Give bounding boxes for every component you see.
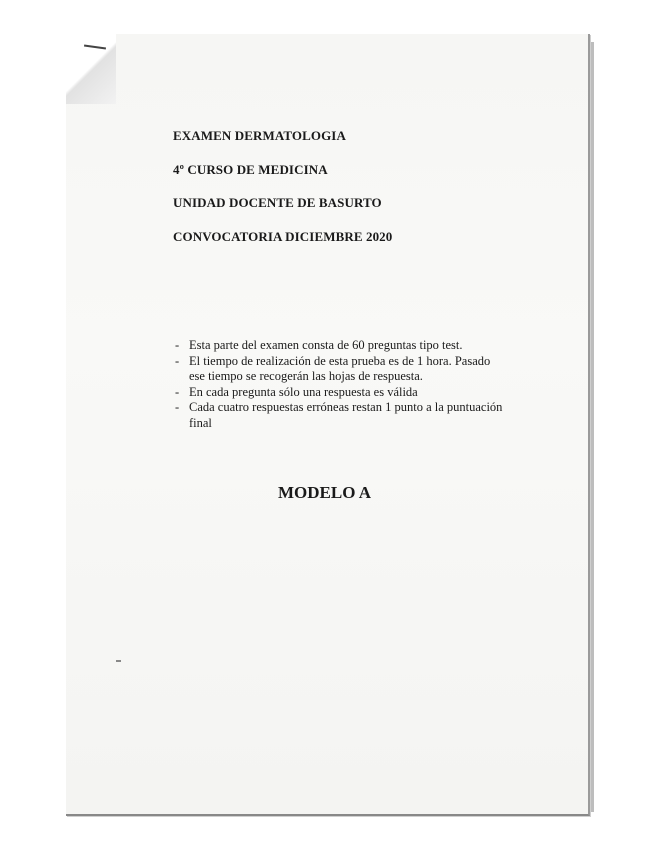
bullet-dash: - — [175, 384, 180, 399]
exam-cover-sheet — [66, 34, 590, 816]
exam-title: EXAMEN DERMATOLOGIA — [173, 128, 346, 143]
instruction-text: El tiempo de realización de esta prueba es de 1 hora. Pasado ese tiempo se recogerán las hojas de respuesta. — [189, 353, 491, 383]
session-label: CONVOCATORIA DICIEMBRE 2020 — [173, 229, 393, 244]
instruction-item — [175, 385, 505, 401]
bullet-dash: - — [175, 353, 180, 368]
bullet-dash: - — [175, 338, 180, 352]
instruction-item — [175, 400, 505, 431]
instruction-text: Cada cuatro respuestas erróneas restan 1 punto a la puntuación final — [189, 400, 503, 430]
unit-label: UNIDAD DOCENTE DE BASURTO — [173, 195, 382, 210]
instruction-text: Esta parte del examen consta de 60 preguntas tipo test. — [189, 338, 463, 352]
scan-speck — [116, 660, 121, 662]
exam-model-label: MODELO A — [278, 483, 372, 502]
instructions-list — [175, 338, 505, 431]
instruction-item — [175, 338, 505, 354]
bullet-dash: - — [175, 400, 180, 414]
instruction-item — [175, 354, 505, 385]
instruction-text: En cada pregunta sólo una respuesta es válida — [189, 384, 418, 399]
course-label: 4º CURSO DE MEDICINA — [173, 162, 328, 177]
